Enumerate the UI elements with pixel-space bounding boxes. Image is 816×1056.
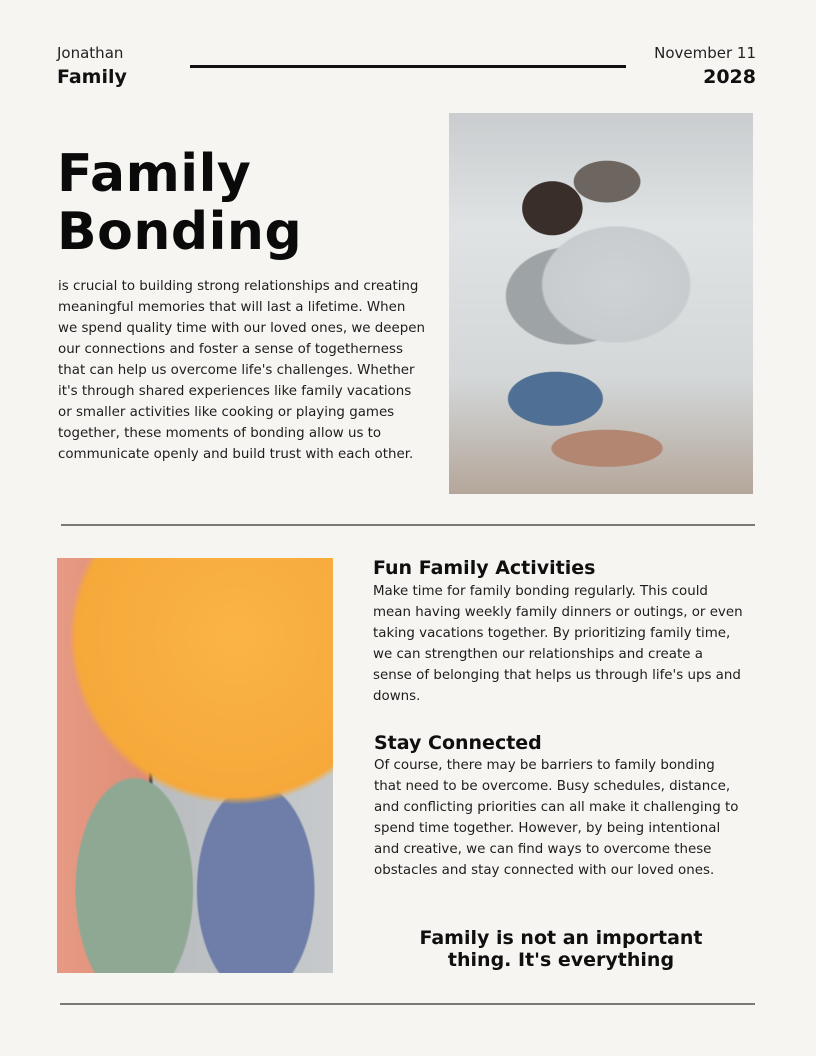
header-divider (190, 65, 626, 68)
quote-line-2: thing. It's everything (447, 949, 675, 971)
header-name-first: Jonathan (57, 44, 124, 62)
header-year: 2028 (703, 66, 756, 88)
photo-father-daughter-hug (449, 113, 753, 494)
header-date: November 11 (654, 44, 756, 62)
title-line-2: Bonding (57, 202, 303, 262)
section-body-activities: Make time for family bonding regularly. This could mean having weekly family dinners or outings, or even taking vacations together. By prioritizing family time, we can strengthen our relationships and create a sense of belonging that helps us through life's ups and downs. (373, 584, 743, 704)
section-heading-connected: Stay Connected (374, 732, 542, 754)
section-heading-activities: Fun Family Activities (373, 557, 596, 579)
header-name-last: Family (57, 66, 127, 88)
section-divider (61, 524, 755, 526)
quote-line-1: Family is not an important (419, 927, 703, 949)
photo-family-balloon (57, 558, 333, 973)
section-body-connected: Of course, there may be barriers to family bonding that need to be overcome. Busy schedules, distance, and conflicting priorities can all make it challenging to spend time together. However, by being intentional and creative, we can find ways to overcome these obstacles and stay connected with our loved ones. (374, 758, 739, 878)
footer-divider (60, 1003, 755, 1005)
pull-quote (400, 927, 722, 971)
intro-paragraph: is crucial to building strong relationships and creating meaningful memories that will last a lifetime. When we spend quality time with our loved ones, we deepen our connections and foster a sense of togetherness that can help us overcome life's challenges. Whether it's through shared experiences like family vacations or smaller activities like cooking or playing games together, these moments of bonding allow us to communicate openly and build trust with each other. (58, 279, 425, 462)
title-line-1: Family (57, 144, 252, 204)
page-title (57, 145, 302, 261)
